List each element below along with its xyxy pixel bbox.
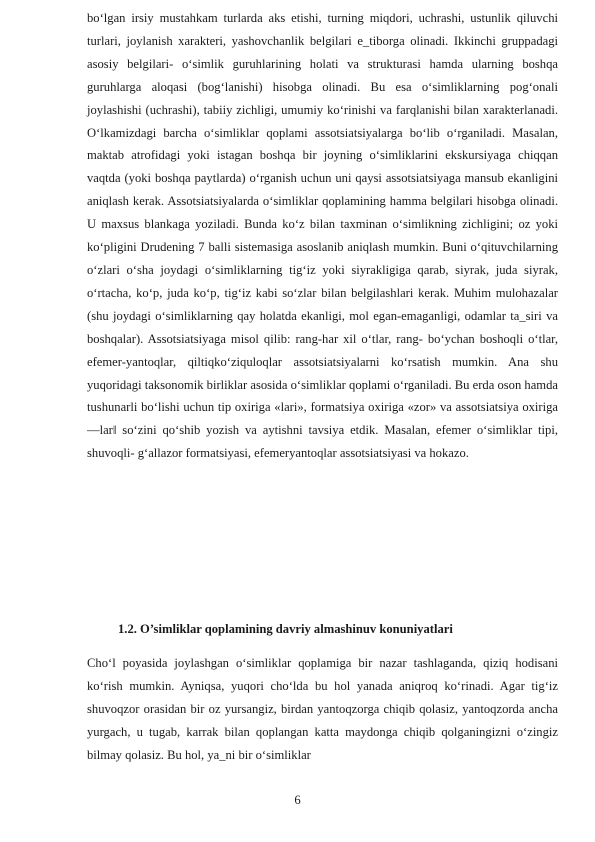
page-number: 6 xyxy=(294,793,301,807)
section-heading: 1.2. O’simliklar qoplamining davriy almashinuv konuniyatlari xyxy=(118,622,453,636)
body-paragraph: Cho‘l poyasida joylashgan o‘simliklar qoplamiga bir nazar tashlaganda, qiziq hodisani ko‘rish mumkin. Ayniqsa, yuqori cho‘lda bu hol yanada aniqroq ko‘rinadi. Agar tig‘iz shuvoqzor orasidan bir oz yursangiz, birdan yantoqzorga chiqib qolasiz, yantoqzorda ancha yurgach, u tugab, karrak bilan qoplangan katta maydonga chiqib qolganingizni o‘zingiz bilmay qolasiz. Bu hol, ya_ni bir o‘simliklar xyxy=(87,656,558,762)
body-paragraph: bo‘lgan irsiy mustahkam turlarda aks etishi, turning miqdori, uchrashi, ustunlik qiluvchi turlari, joylanish xarakteri, yashovchanlik belgilari e_tiborga olinadi. Ikkinchi gruppadagi asosiy belgilari- o‘simlik guruhlarining holati va strukturasi hamda ularning boshqa guruhlarga aloqasi (bog‘lanishi) hisobga olinadi. Bu esa o‘simliklarning pog‘onali joylashishi (uchrashi), tabiiy zichligi, umumiy ko‘rinishi va farqlanishi bilan xarakterlanadi. O‘lkamizdagi barcha o‘simliklar qoplami assotsiatsiyalarga bo‘lib o‘rganiladi. Masalan, maktab atrofidagi yoki istagan boshqa bir joyning o‘simliklarini ekskursiyaga chiqqan vaqtda (yoki boshqa paytlarda) o‘rganish uchun uni qaysi assotsiatsiyaga mansub ekanligini aniqlash kerak. Assotsiatsiyalarda o‘simliklar qoplamining hamma belgilari hisobga olinadi. U maxsus blankaga yoziladi. Bunda ko‘z bilan taxminan o‘simlikning zichligini; oz yoki ko‘pligini Drudening 7 balli sistemasiga asoslanib aniqlash mumkin. Buni o‘qituvchilarning o‘zlari o‘sha joydagi o‘simliklarning tig‘iz yoki siyrakligiga qarab, siyrak, juda siyrak, o‘rtacha, ko‘p, juda ko‘p, tig‘iz kabi so‘zlar bilan belgilashlari kerak. Muhim mulohazalar (shu joydagi o‘simliklarning qay holatda ekanligi, mol egan-emaganligi, odamlar ta_siri va boshqalar). Assotsiatsiyaga misol qilib: rang-har xil o‘tlar, rang- bo‘ychan boshoqli o‘tlar, efemer-yantoqlar, qiltiqko‘ziquloqlar assotsiatsiyalarni ko‘rsatish mumkin. Ana shu yuqoridagi taksonomik birliklar asosida o‘simliklar qoplami o‘rganiladi. Bu erda oson hamda tushunarli bo‘lishi uchun tip oxiriga «lari», formatsiya oxiriga «zor» va assotsiatsiya oxiriga ―lar‖ so‘zini qo‘shib yozish va aytishni tavsiya etdik. Masalan, efemer o‘simliklar tipi, shuvoqli- g‘allazor formatsiyasi, efemeryantoqlar assotsiatsiyasi va hokazo. xyxy=(87,11,558,461)
